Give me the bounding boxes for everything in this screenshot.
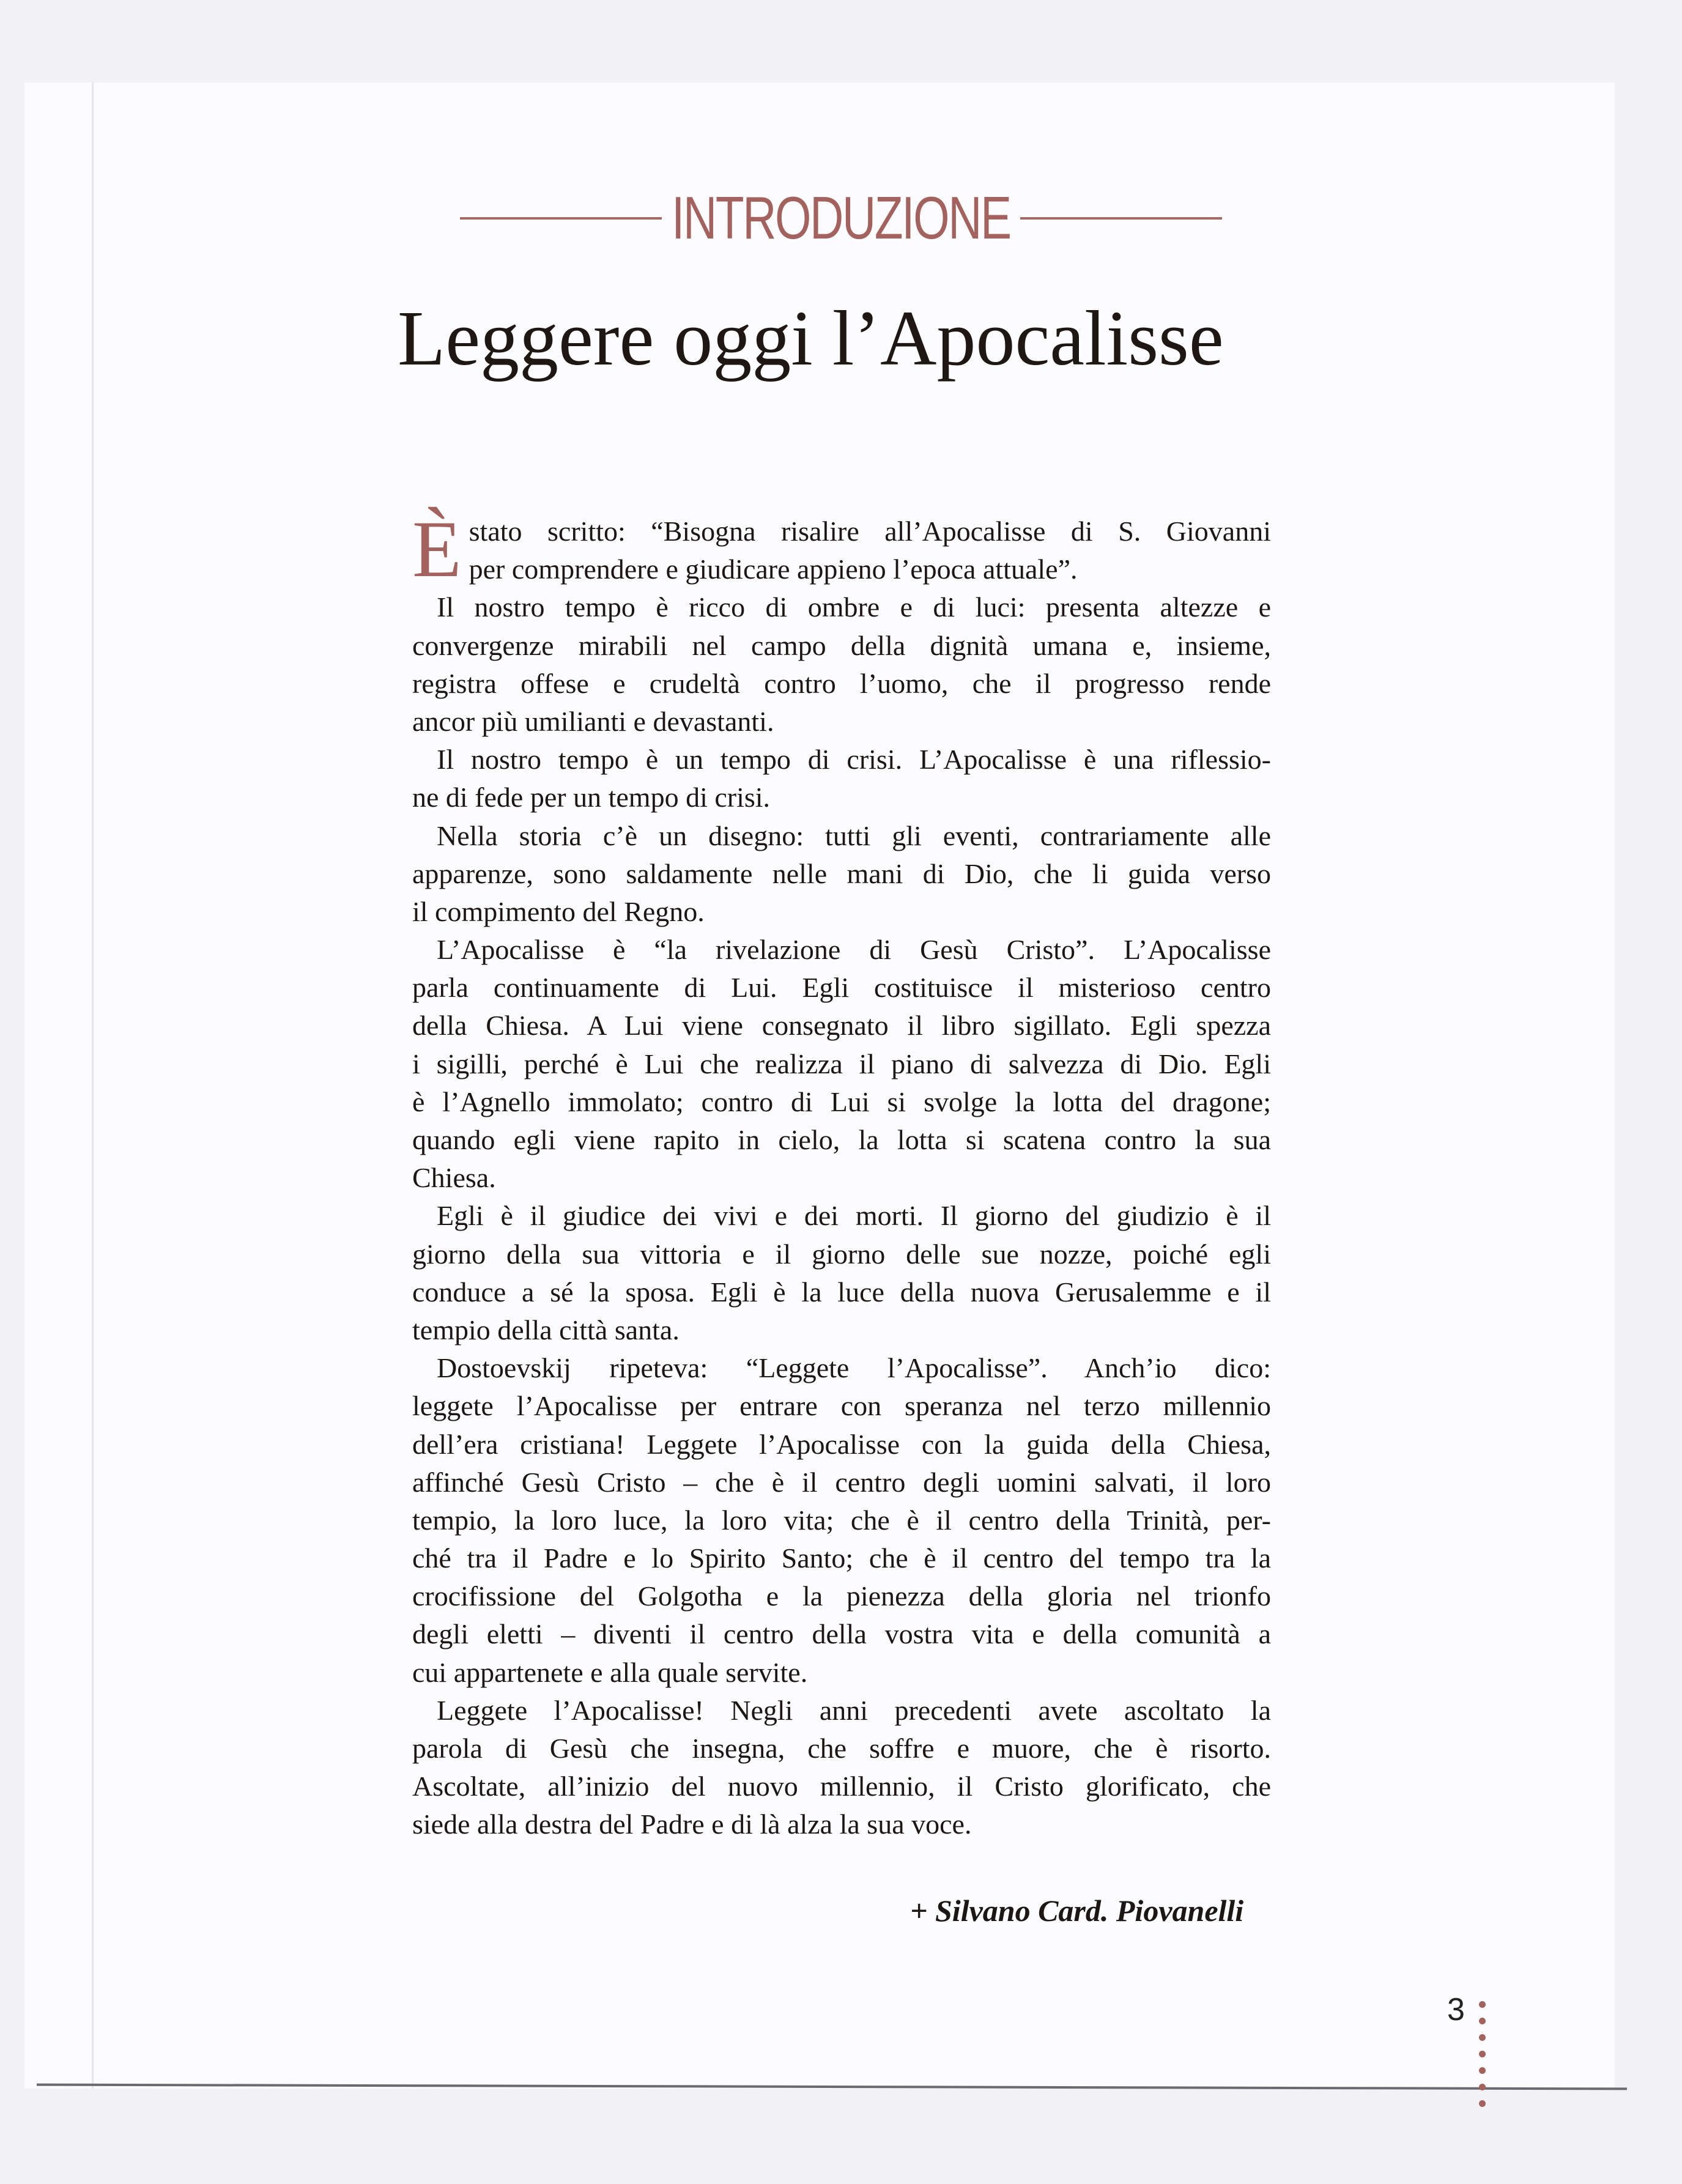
ornament-dot bbox=[1479, 2051, 1486, 2057]
text-line: Dostoevskij ripeteva: “Leggete l’Apocalisse”. Anch’io dico: bbox=[437, 1352, 1271, 1384]
text-line: ancor più umilianti e devastanti. bbox=[412, 705, 774, 737]
page-fold bbox=[92, 83, 94, 2089]
ornament-dot bbox=[1479, 2018, 1486, 2024]
paragraph bbox=[412, 504, 1271, 594]
text-line: Egli è il giudice dei vivi e dei morti. Il giorno del giudizio è il bbox=[437, 1200, 1271, 1232]
text-line: dell’era cristiana! Leggete l’Apocalisse con la guida della Chiesa, bbox=[412, 1428, 1271, 1460]
text-line: tempio, la loro luce, la loro vita; che è il centro della Trinità, per- bbox=[412, 1504, 1271, 1536]
text-line: tempio della città santa. bbox=[412, 1314, 680, 1346]
paragraph bbox=[412, 588, 1271, 741]
section-kicker bbox=[0, 183, 1682, 253]
text-line: il compimento del Regno. bbox=[412, 895, 705, 927]
text-line: ne di fede per un tempo di crisi. bbox=[412, 782, 771, 813]
text-line: della Chiesa. A Lui viene consegnato il libro sigillato. Egli spezza bbox=[412, 1010, 1271, 1042]
text-line: Leggete l’Apocalisse! Negli anni precedenti avete ascoltato la bbox=[437, 1694, 1271, 1726]
text-line: affinché Gesù Cristo – che è il centro degli uomini salvati, il loro bbox=[412, 1466, 1271, 1498]
text-line: quando egli viene rapito in cielo, la lotta si scatena contro la sua bbox=[412, 1124, 1271, 1155]
text-line: è l’Agnello immolato; contro di Lui si svolge la lotta del dragone; bbox=[412, 1086, 1271, 1117]
text-line: L’Apocalisse è “la rivelazione di Gesù Cristo”. L’Apocalisse bbox=[437, 934, 1271, 966]
paragraph bbox=[412, 817, 1271, 931]
text-line: stato scritto: “Bisogna risalire all’Apocalisse di S. Giovanni bbox=[469, 516, 1271, 547]
text-line: siede alla destra del Padre e di là alza la sua voce. bbox=[412, 1808, 972, 1840]
text-line: per comprendere e giudicare appieno l’epoca attuale”. bbox=[469, 553, 1078, 585]
paragraph bbox=[412, 741, 1271, 816]
paragraph bbox=[412, 1197, 1271, 1349]
text-line: apparenze, sono saldamente nelle mani di Dio, che li guida verso bbox=[412, 857, 1271, 889]
text-line: parola di Gesù che insegna, che soffre e muore, che è risorto. bbox=[412, 1733, 1271, 1764]
kicker-text: INTRODUZIONE bbox=[672, 184, 1010, 251]
kicker-rule-right bbox=[1020, 217, 1222, 220]
text-line: conduce a sé la sposa. Egli è la luce della nuova Gerusalemme e il bbox=[412, 1276, 1271, 1308]
paragraph bbox=[412, 1692, 1271, 1844]
kicker-rule-left bbox=[460, 217, 662, 220]
text-line: Nella storia c’è un disegno: tutti gli eventi, contrariamente alle bbox=[437, 820, 1271, 851]
page-title: Leggere oggi l’Apocalisse bbox=[398, 295, 1224, 382]
drop-cap: È bbox=[412, 504, 462, 594]
text-line: Chiesa. bbox=[412, 1162, 496, 1194]
text-line: parla continuamente di Lui. Egli costituisce il misterioso centro bbox=[412, 972, 1271, 1004]
text-line: Ascoltate, all’inizio del nuovo millennio, il Cristo glorificato, che bbox=[412, 1771, 1271, 1802]
page-number: 3 bbox=[1447, 1992, 1465, 2027]
ornament-dot bbox=[1479, 2034, 1486, 2041]
text-line: registra offese e crudeltà contro l’uomo, che il progresso rende bbox=[412, 667, 1271, 699]
page-dots-ornament bbox=[1479, 2001, 1486, 2107]
text-line: ché tra il Padre e lo Spirito Santo; che è il centro del tempo tra la bbox=[412, 1542, 1271, 1574]
paragraph bbox=[412, 1349, 1271, 1692]
text-line: convergenze mirabili nel campo della dignità umana e, insieme, bbox=[412, 629, 1271, 661]
ornament-dot bbox=[1479, 2067, 1486, 2074]
text-line: i sigilli, perché è Lui che realizza il piano di salvezza di Dio. Egli bbox=[412, 1048, 1271, 1079]
ornament-dot bbox=[1479, 2001, 1486, 2008]
text-line: degli eletti – diventi il centro della vostra vita e della comunità a bbox=[412, 1618, 1271, 1650]
ornament-dot bbox=[1479, 2084, 1486, 2090]
ornament-dot bbox=[1479, 2100, 1486, 2107]
signature: + Silvano Card. Piovanelli bbox=[910, 1893, 1244, 1928]
text-line: crocifissione del Golgotha e la pienezza della gloria nel trionfo bbox=[412, 1580, 1271, 1612]
text-line: Il nostro tempo è ricco di ombre e di luci: presenta altezze e bbox=[437, 591, 1271, 623]
text-line: Il nostro tempo è un tempo di crisi. L’Apocalisse è una riflessio- bbox=[437, 744, 1271, 776]
article-body bbox=[412, 504, 1271, 1844]
paragraph bbox=[412, 931, 1271, 1197]
text-line: cui appartenete e alla quale servite. bbox=[412, 1656, 808, 1688]
text-line: giorno della sua vittoria e il giorno delle sue nozze, poiché egli bbox=[412, 1238, 1271, 1270]
text-line: leggete l’Apocalisse per entrare con speranza nel terzo millennio bbox=[412, 1390, 1271, 1422]
